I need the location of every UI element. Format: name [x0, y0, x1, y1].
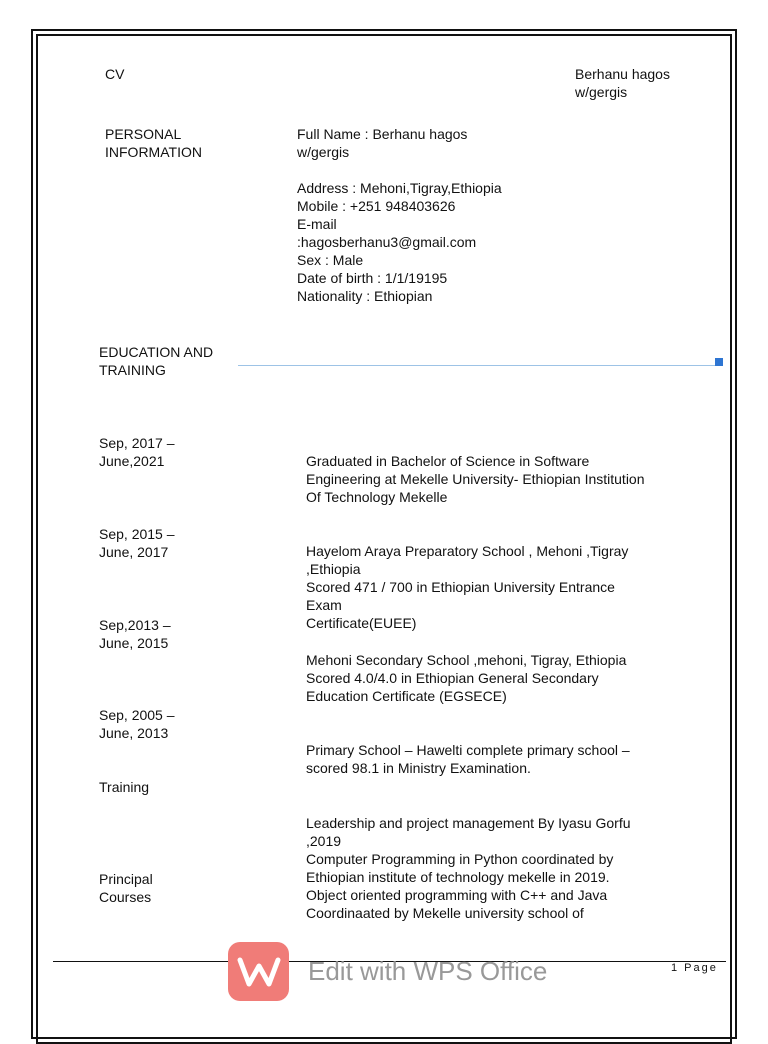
- edu-date-4: Sep, 2005 – June, 2013: [99, 707, 175, 741]
- edu-text-4: Primary School – Hawelti complete primary school – scored 98.1 in Ministry Examination.: [306, 742, 630, 776]
- divider-marker: [715, 358, 723, 366]
- cv-label: CV: [105, 66, 125, 82]
- personal-details: Address : Mehoni,Tigray,Ethiopia Mobile : +251 948403626 E-mail :hagosberhanu3@gmail.com Sex : Male Date of birth : 1/1/19195 Nationality : Ethiopian: [297, 180, 502, 304]
- full-name: Full Name : Berhanu hagos w/gergis: [297, 126, 468, 160]
- edu-date-3: Sep,2013 – June, 2015: [99, 617, 171, 651]
- wps-w-glyph-icon: [237, 956, 281, 988]
- edu-text-2: Hayelom Araya Preparatory School , Mehoni ,Tigray ,Ethiopia Scored 471 / 700 in Ethiopian University Entrance Exam Certificate(EUEE): [306, 543, 629, 631]
- principal-courses-label: Principal Courses: [99, 871, 153, 905]
- training-label: Training: [99, 779, 150, 795]
- education-heading: EDUCATION AND TRAINING: [99, 344, 214, 378]
- edu-date-1: Sep, 2017 – June,2021: [99, 435, 175, 469]
- edu-text-1: Graduated in Bachelor of Science in Software Engineering at Mekelle University- Ethiopian Institution Of Technology Mekelle: [306, 453, 645, 505]
- edu-text-3: Mehoni Secondary School ,mehoni, Tigray, Ethiopia Scored 4.0/4.0 in Ethiopian General Secondary Education Certificate (EGSECE): [306, 652, 627, 704]
- edu-date-2: Sep, 2015 – June, 2017: [99, 526, 175, 560]
- page-number: 1 Page: [671, 962, 718, 974]
- wps-logo-icon[interactable]: [228, 942, 289, 1001]
- personal-info-heading: PERSONAL INFORMATION: [105, 126, 202, 160]
- training-text: Leadership and project management By Iyasu Gorfu ,2019 Computer Programming in Python coordinated by Ethiopian institute of technology mekelle in 2019. Object oriented programming with C++ and Java Coordinaated by Mekelle university school of: [306, 815, 631, 921]
- header-name: Berhanu hagos w/gergis: [575, 66, 670, 100]
- wps-watermark-text[interactable]: Edit with WPS Office: [308, 956, 548, 986]
- section-divider: [238, 365, 718, 366]
